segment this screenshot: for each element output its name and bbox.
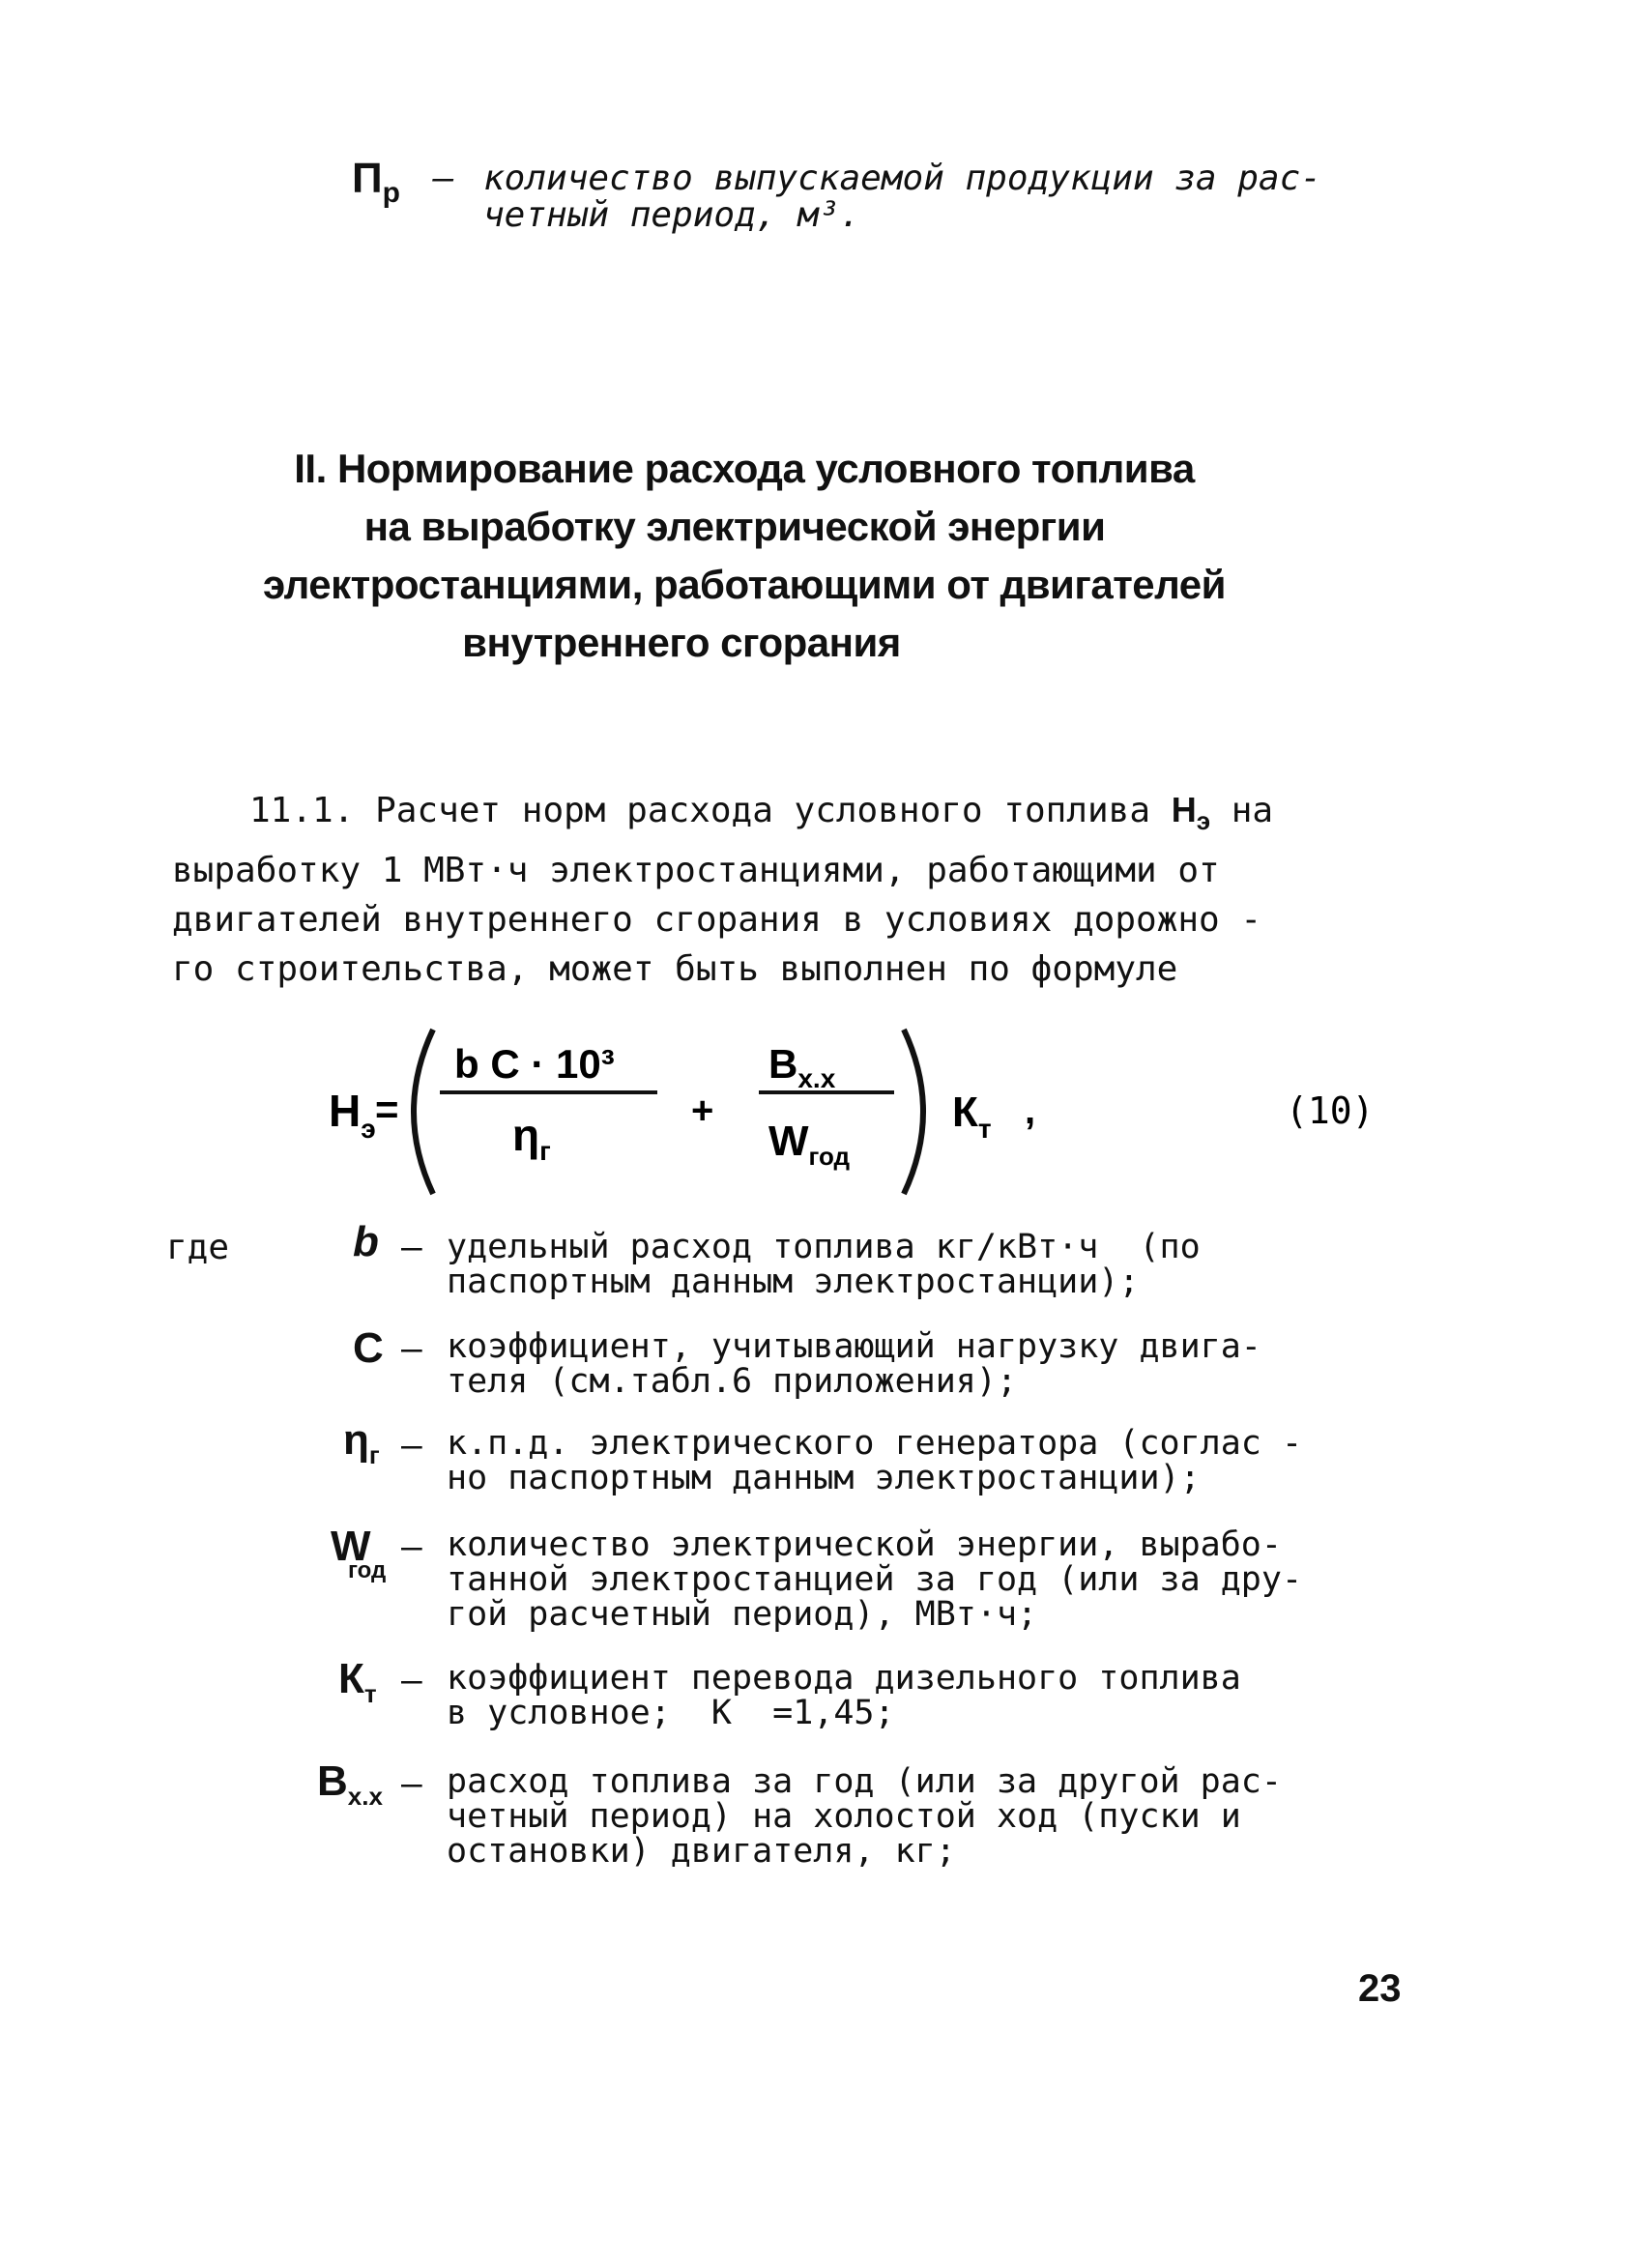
formula-numerator-1: b C · 10³ bbox=[454, 1041, 615, 1087]
formula-plus: + bbox=[691, 1089, 714, 1132]
definition-text-b-xx: расход топлива за год (или за другой рас- четный период) на холостой ход (пуски и остановки) двигателя, кг; bbox=[447, 1762, 1282, 1871]
definition-text-c: коэффициент, учитывающий нагрузку двига- теля (см.табл.6 приложения); bbox=[447, 1327, 1261, 1401]
definition-text-w-god: количество электрической энергии, вырабо- танной электростанцией за год (или за дру- гой расчетный период), МВт·ч; bbox=[447, 1525, 1303, 1634]
formula-denominator-1: $\eta_г$ bbox=[512, 1110, 551, 1166]
paragraph-number: 11.1. bbox=[249, 791, 355, 830]
formula-denominator-2: $W_{год}$ bbox=[768, 1118, 851, 1171]
definition-symbol-eta-g: $\eta_г$ bbox=[343, 1416, 380, 1469]
heading-line-1: II. Нормирование расхода условного топлива bbox=[294, 446, 1195, 491]
definition-dash-b: – bbox=[401, 1228, 422, 1267]
where-label: где bbox=[166, 1228, 230, 1267]
paragraph-symbol-he: $Н_э$ bbox=[1171, 790, 1211, 836]
heading-line-3: электростанциями, работающими от двигателей bbox=[263, 562, 1226, 607]
top-definition-line-2: четный период, м³. bbox=[483, 195, 861, 235]
formula-number: (10) bbox=[1286, 1089, 1375, 1132]
definition-symbol-k-t: $К_т$ bbox=[338, 1655, 377, 1708]
definition-text-k-t: коэффициент перевода дизельного топлива в условное; К =1,45; bbox=[447, 1659, 1241, 1732]
formula-right-paren bbox=[904, 1030, 923, 1194]
paragraph-11-1 bbox=[172, 785, 1429, 994]
definition-symbol-w-god: W год bbox=[331, 1523, 387, 1583]
definition-text-eta-g: к.п.д. электрического генератора (соглас - но паспортным данным электростанции); bbox=[447, 1424, 1303, 1497]
top-definition-line-1: количество выпускаемой продукции за рас- bbox=[483, 159, 1321, 198]
definition-symbol-b-xx: $В_{х.х}$ bbox=[317, 1757, 383, 1811]
top-definition-symbol: $П_р$ bbox=[352, 155, 400, 209]
section-heading bbox=[232, 440, 1324, 672]
definition-dash-w-god: – bbox=[401, 1527, 422, 1567]
paragraph-line-3: двигателей внутреннего сгорания в условиях дорожно - bbox=[172, 900, 1262, 941]
top-definition-dash: – bbox=[433, 159, 454, 198]
paragraph-line-1 bbox=[172, 785, 1429, 846]
definition-dash-c: – bbox=[401, 1329, 422, 1369]
heading-line-4: внутреннего сгорания bbox=[462, 620, 901, 665]
formula-lhs: $Н_э$ bbox=[329, 1086, 376, 1144]
definition-symbol-c: С bbox=[353, 1324, 384, 1372]
formula-10 bbox=[0, 1015, 1450, 1199]
paragraph-line-2: выработку 1 МВт·ч электростанциями, работающими от bbox=[172, 851, 1220, 891]
formula-numerator-2: $В_{х.х}$ bbox=[768, 1041, 836, 1093]
formula-comma: , bbox=[1025, 1089, 1036, 1132]
definition-dash-eta-g: – bbox=[401, 1426, 422, 1466]
paragraph-line-4: го строительства, может быть выполнен по формуле bbox=[172, 949, 1178, 990]
definition-text-b: удельный расход топлива кг/кВт·ч (по паспортным данным электростанции); bbox=[447, 1228, 1201, 1301]
definition-dash-k-t: – bbox=[401, 1661, 422, 1700]
formula-equals: = bbox=[375, 1087, 399, 1132]
definition-symbol-b: b bbox=[353, 1218, 379, 1265]
page-number: 23 bbox=[1358, 1967, 1402, 2010]
heading-line-2: на выработку электрической энергии bbox=[363, 504, 1106, 549]
formula-factor: $К_т$ bbox=[952, 1089, 992, 1144]
formula-left-paren bbox=[414, 1030, 433, 1194]
paragraph-line-1-text: Расчет норм расхода условного топлива bbox=[375, 791, 1150, 830]
top-definition-text bbox=[483, 160, 1450, 234]
definition-dash-b-xx: – bbox=[401, 1764, 422, 1804]
paragraph-line-1-end: на bbox=[1231, 791, 1274, 830]
